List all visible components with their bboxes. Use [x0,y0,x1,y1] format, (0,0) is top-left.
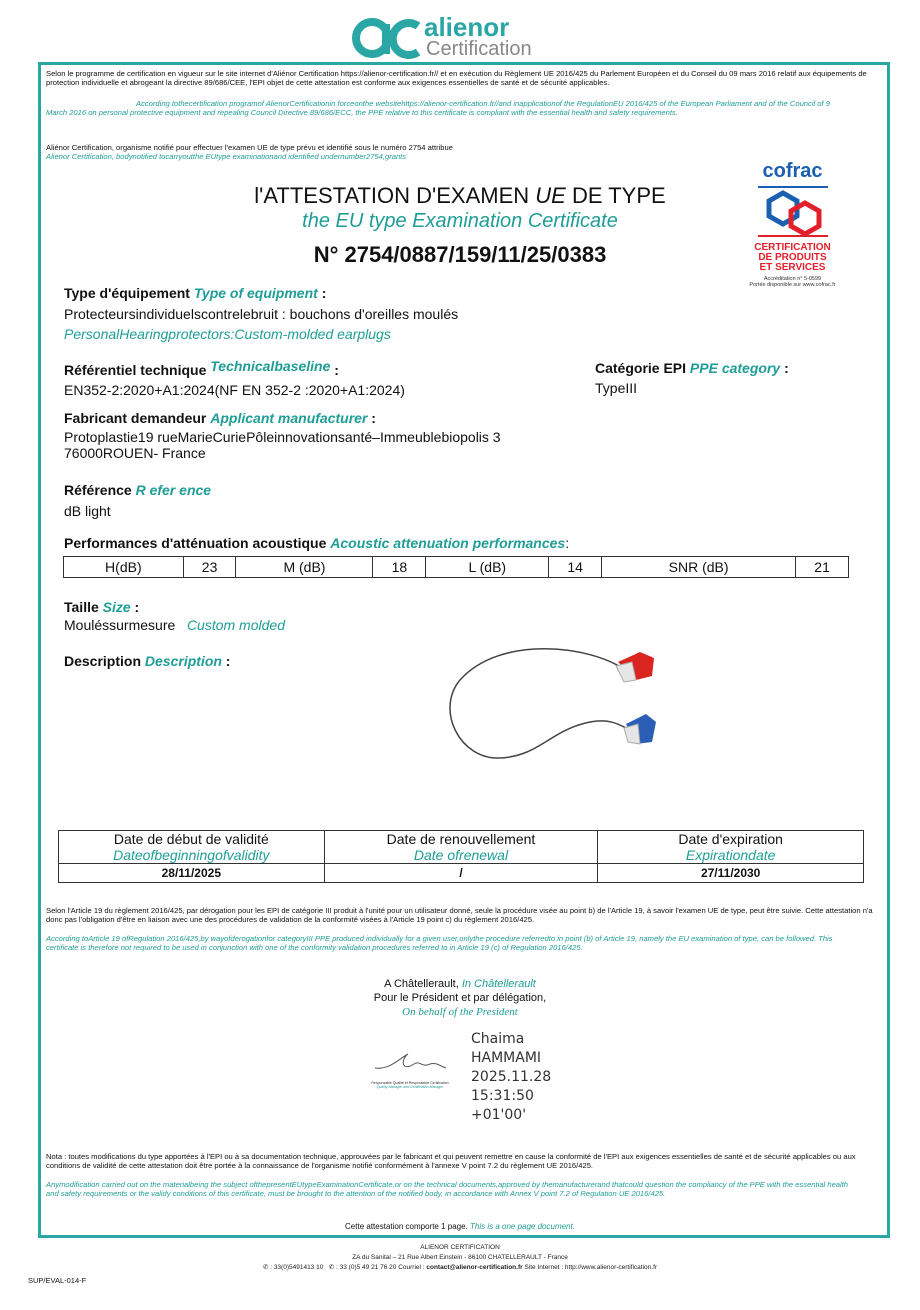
cell-m-value: 18 [373,557,426,578]
phone-icon: ✆ [262,1264,271,1271]
digital-signature [471,1030,551,1125]
performance-table [63,556,849,578]
cofrac-line1: CERTIFICATION [754,242,831,253]
performance-label: Performances d'atténuation acoustique Acoustic attenuation performances: [64,535,570,551]
reference-value: dB light [64,503,111,519]
signer-last-name: HAMMAMI [471,1050,542,1066]
footer-website[interactable]: Site Internet : http://www.alienor-certification.fr [522,1264,658,1271]
header-expiration-fr: Date d'expiration [598,831,864,848]
baseline-value: EN352-2:2020+A1:2024(NF EN 352-2 :2020+A1:2024) [64,382,405,398]
footer-contact: ✆ : 33(0)5491413 10 ✆ : 33 (0)5 49 21 76 20 Courriel : contact@alienor-certification.fr Site Internet : http://www.alienor-certification.fr [262,1264,658,1271]
equipment-label: Type d'équipement Type of equipment : [64,285,327,301]
title-fr: l'ATTESTATION D'EXAMEN UE DE TYPE [254,183,666,208]
header-renewal-en: Date ofrenewal [324,847,598,864]
alienor-logo-mark-icon [350,16,420,60]
signature-role-fr: Responsable Qualité et Responsable Certification [371,1081,449,1085]
article-fr: Selon l'Article 19 du règlement 2016/425, par dérogation pour les EPI de catégorie III produit à l'unité pour un utilisateur donné, seule la procédure visée au point b) de l'Article 19, à savoir l'examen UE de type, peut être suivie. Cette attestation n'a donc pas l'obligation d'être en liaison avec une des procédures de validation de la conformité visées à l'Article 19 point c) du règlement 2016/425. [46,906,873,925]
cell-h-value: 23 [183,557,236,578]
intro-fr: Selon le programme de certification en vigueur sur le site internet d'Aliénor Certification https://alienor-certification.fr// et en exécution du Règlement UE 2016/425 du Parlement Européen et du Conseil du 09 mars 2016 relatif aux équipements de protection individuelle et abrogeant la directive 89/686/CEE, l'EPI objet de cette attestation est conforme aux exigences essentielles de santé et de sécurité applicables. [46,69,867,88]
table-row [59,831,864,848]
article-en: According toArticle 19 ofRegulation 2016/425,by wayofderogationfor categoryIII PPE produced individually for a given user,onlythe procedure referredto in point (b) of Article 19, namely the EU examination of type, can be followed. This certificate is therefore not required to be used in conjunction with one of the conformity validation procedures referred to in Article 19 (c) of Regulation 2016/425. [46,934,833,953]
cofrac-name: cofrac [762,160,823,182]
size-label: Taille Size : [64,599,140,615]
signature-date: 2025.11.28 [471,1069,552,1085]
header-expiration-en: Expirationdate [598,847,864,864]
body-fr: Aliénor Certification, organisme notifié pour effectuer l'examen UE de type prévu et identifié sous le numéro 2754 attribue [46,143,453,152]
category-value: TypeIII [595,380,638,396]
page-count: Cette attestation comporte 1 page. This is a one page document. [345,1222,575,1231]
renewal-date: / [324,864,598,883]
place: A Châtellerault, In Châtellerault [384,978,536,990]
delegation-en: On behalf of the President [402,1006,518,1018]
cell-m-label: M (dB) [236,557,373,578]
body-en: Alienor Certification, bodynotified tocarryoutthe EUtype examinationand identified undernumber2754,grants [46,152,407,161]
equipment-value-fr: Protecteursindividuelscontrelebruit : bouchons d'oreilles moulés [64,306,459,322]
start-date: 28/11/2025 [59,864,325,883]
cell-snr-value: 21 [796,557,849,578]
delegation-fr: Pour le Président et par délégation, [373,992,547,1004]
cell-snr-label: SNR (dB) [602,557,796,578]
table-row [64,557,849,578]
signature-block [355,1050,465,1089]
header-start-fr: Date de début de validité [59,831,325,848]
fax-icon: ✆ [328,1264,337,1271]
table-row [59,864,864,883]
category-label: Catégorie EPI PPE category : [595,360,789,376]
handwritten-signature-icon [370,1050,450,1076]
cofrac-scope: Portée disponible sur www.cofrac.fr [749,282,836,288]
footer-company: ALIENOR CERTIFICATION [420,1244,500,1251]
certificate-number: N° 2754/0887/159/11/25/0383 [313,242,607,267]
logo-brand-top: alienor [424,12,510,42]
baseline-label: Référentiel technique Technicalbaseline : [64,358,339,378]
manufacturer-line2: 76000ROUEN- France [64,445,206,461]
footer [0,1243,920,1273]
cell-h-label: H(dB) [64,557,184,578]
cell-l-value: 14 [549,557,602,578]
signature-timezone: +01'00' [471,1107,527,1123]
header-renewal-fr: Date de renouvellement [324,831,598,848]
earplugs-image [440,640,670,770]
cofrac-line3: ET SERVICES [759,262,826,273]
footer-email[interactable]: contact@alienor-certification.fr [426,1264,523,1271]
cell-l-label: L (dB) [426,557,549,578]
logo-brand-bottom: Certification [426,38,532,60]
nota-en: Anymodification carried out on the materialbeing the subject ofthepresentEUtypeExaminationCertificate,or on the technical documents,approved by themanufacturerand thatcould question the compliancy of the PPE with the essential health and safety requirements or the validy conditions of this certificate, must be brought to the attention of the notified body, in accordance with Annex V point 7.2 of Regulation UE 2016/425. [46,1180,849,1199]
title-en: the EU type Examination Certificate [302,210,618,232]
document-code: SUP/EVAL-014-F [28,1276,87,1285]
validity-dates-table [58,830,864,883]
header-start-en: Dateofbeginningofvalidity [59,847,325,864]
manufacturer-label: Fabricant demandeur Applicant manufacturer : [64,410,376,426]
description-label: Description Description : [64,653,231,669]
table-row [59,847,864,864]
nota-fr: Nota : toutes modifications du type apportées à l'EPI ou à sa documentation technique, approuvées par le fabricant et qui peuvent remettre en cause la conformité de l'EPI aux exigences essentielles de santé et de sécurité applicables ou aux conditions de validité de cette attestation doit être portée à la connaissance de l'organisme notifié conformément à l'annexe V point 7.2 du règlement UE 2016/425. [46,1152,856,1171]
expiration-date: 27/11/2030 [598,864,864,883]
alienor-logo [350,14,550,62]
footer-address: ZA du Sanital – 21 Rue Albert Einstein - 86100 CHATELLERAULT - France [352,1254,568,1261]
cofrac-line2: DE PRODUITS [758,252,827,263]
equipment-value-en: PersonalHearingprotectors:Custom-molded earplugs [64,326,391,342]
size-value: Mouléssurmesure Custom molded [64,617,285,633]
signer-first-name: Chaima [471,1031,525,1047]
signature-time: 15:31:50 [471,1088,534,1104]
signature-role-en: Quality Manager and Certification Manager [376,1085,444,1089]
cofrac-accreditation: Accréditation n° 5-0599 [763,276,822,282]
intro-en: According tothecertification programof AlienorCertificationin forceonthe websitehttps://alienor-certification.fr//and inapplicationof the RegulationEU 2016/425 of the European Parliament and of the Council of 9 March 2016 on personal protective equipment and repealing Council Directive 89/686/ECC, the PPE relative to this certificate is compliant with the essential health and safety requirements. [46,99,830,118]
reference-label: Référence R efer ence [64,482,212,498]
manufacturer-line1: Protoplastie19 rueMarieCuriePôleinnovationsanté–Immeublebiopolis 3 [64,429,501,445]
